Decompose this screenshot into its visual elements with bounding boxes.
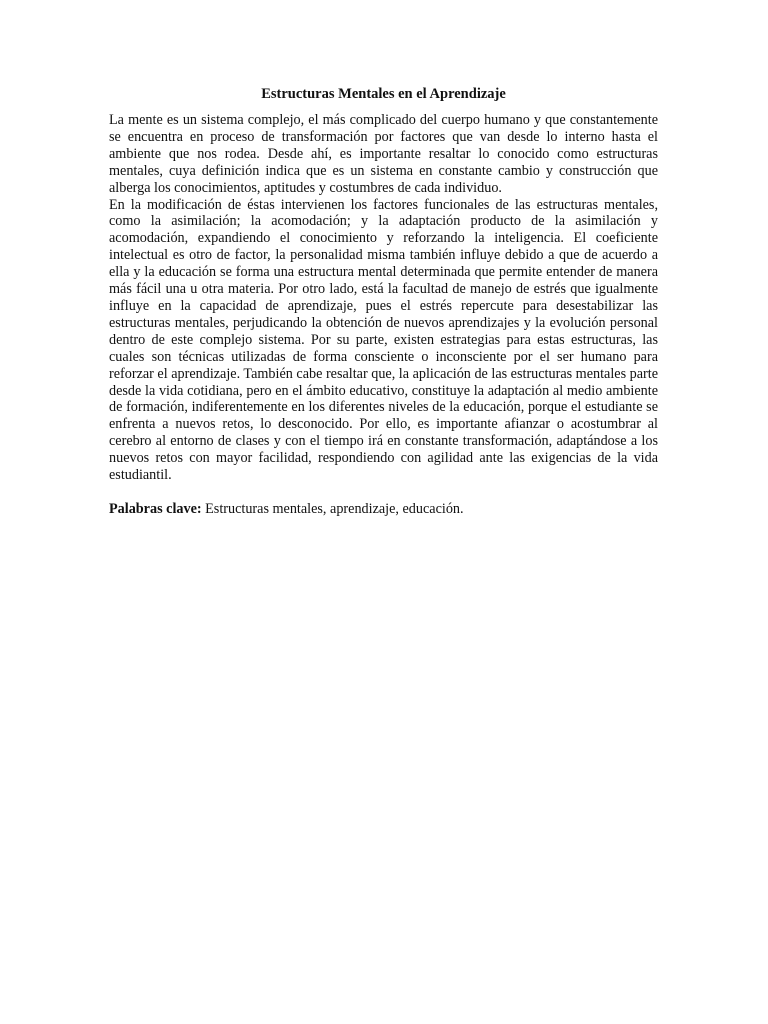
paragraph-2: En la modificación de éstas intervienen los factores funcionales de las estructuras mentales, como la asimilación; la acomodación; y la adaptación producto de la asimilación y acomodación, expandiendo el conocimiento y reforzando la inteligencia. El coeficiente intelectual es otro de factor, la personalidad misma también influye debido a que de acuerdo a ella y la educación se forma una estructura mental determinada que permite entender de manera más fácil una u otra materia. Por otro lado, está la facultad de manejo de estrés que igualmente influye en la capacidad de aprendizaje, pues el estrés repercute para desestabilizar las estructuras mentales, perjudicando la obtención de nuevos aprendizajes y la evolución personal dentro de este complejo sistema. Por su parte, existen estrategias para estas estructuras, las cuales son técnicas utilizadas de forma consciente o inconsciente por el ser humano para reforzar el aprendizaje. También cabe resaltar que, la aplicación de las estructuras mentales parte desde la vida cotidiana, pero en el ámbito educativo, constituye la adaptación al medio ambiente de formación, indiferentemente en los diferentes niveles de la educación, porque el estudiante se enfrenta a nuevos retos, lo desconocido. Por ello, es importante afianzar o acostumbrar al cerebro al entorno de clases y con el tiempo irá en constante transformación, adaptándose a los nuevos retos con mayor facilidad, respondiendo con agilidad ante las exigencias de la vida estudiantil.: [109, 196, 659, 484]
keywords-line: [109, 501, 658, 518]
paragraph-1: La mente es un sistema complejo, el más complicado del cuerpo humano y que constantemente se encuentra en proceso de transformación por factores que van desde lo interno hasta el ambiente que nos rodea. Desde ahí, es importante resaltar lo conocido como estructuras mentales, cuya definición indica que es un sistema en constante cambio y construcción que alberga los conocimientos, aptitudes y costumbres de cada individuo.: [109, 112, 658, 196]
document-title: Estructuras Mentales en el Aprendizaje: [261, 86, 506, 102]
keywords-label: Palabras clave:: [109, 500, 202, 517]
keywords-text: Estructuras mentales, aprendizaje, educación.: [205, 500, 464, 517]
document-body: [109, 86, 658, 518]
